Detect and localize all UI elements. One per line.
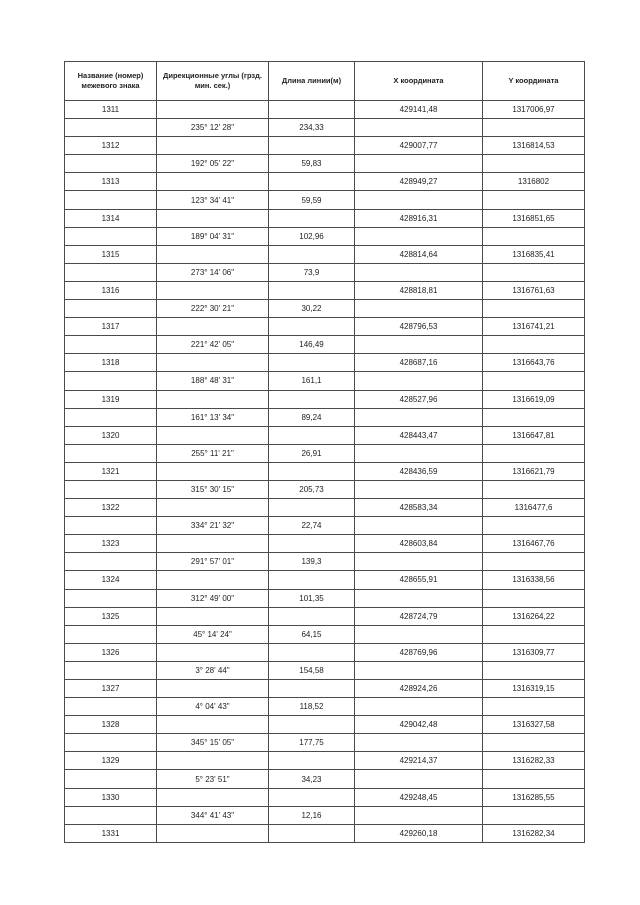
table-row [65, 734, 585, 752]
empty-cell [355, 372, 483, 390]
table-row [65, 300, 585, 318]
header-x-coordinate: X координата [355, 62, 483, 101]
empty-cell [269, 354, 355, 372]
direction-angle-cell: 189° 04' 31" [157, 227, 269, 245]
header-point-name: Название (номер) межевого знака [65, 62, 157, 101]
direction-angle-cell: 188° 48' 31" [157, 372, 269, 390]
point-name-cell: 1329 [65, 752, 157, 770]
y-coordinate-cell: 1316814,53 [483, 137, 585, 155]
x-coordinate-cell: 428436,59 [355, 462, 483, 480]
empty-cell [157, 571, 269, 589]
table-row [65, 553, 585, 571]
table-row [65, 499, 585, 517]
direction-angle-cell: 3° 28' 44" [157, 661, 269, 679]
line-length-cell: 59,83 [269, 155, 355, 173]
empty-cell [483, 553, 585, 571]
empty-cell [269, 426, 355, 444]
table-row [65, 716, 585, 734]
point-name-cell: 1324 [65, 571, 157, 589]
x-coordinate-cell: 429007,77 [355, 137, 483, 155]
empty-cell [355, 806, 483, 824]
table-header-row [65, 62, 585, 101]
y-coordinate-cell: 1316282,34 [483, 824, 585, 842]
y-coordinate-cell: 1316309,77 [483, 643, 585, 661]
empty-cell [483, 589, 585, 607]
table-row [65, 372, 585, 390]
header-direction-angle: Дирекционные углы (грзд. мин. сек.) [157, 62, 269, 101]
table-row [65, 770, 585, 788]
empty-cell [269, 571, 355, 589]
table-row [65, 680, 585, 698]
point-name-cell: 1326 [65, 643, 157, 661]
empty-cell [355, 227, 483, 245]
point-name-cell: 1316 [65, 281, 157, 299]
empty-cell [269, 680, 355, 698]
table-row [65, 101, 585, 119]
direction-angle-cell: 221° 42' 05" [157, 336, 269, 354]
empty-cell [483, 372, 585, 390]
empty-cell [65, 191, 157, 209]
direction-angle-cell: 312° 49' 00" [157, 589, 269, 607]
table-row [65, 408, 585, 426]
empty-cell [355, 336, 483, 354]
x-coordinate-cell: 428527,96 [355, 390, 483, 408]
y-coordinate-cell: 1316264,22 [483, 607, 585, 625]
empty-cell [355, 480, 483, 498]
table-row [65, 625, 585, 643]
point-name-cell: 1312 [65, 137, 157, 155]
table-row [65, 517, 585, 535]
point-name-cell: 1318 [65, 354, 157, 372]
empty-cell [483, 263, 585, 281]
x-coordinate-cell: 428916,31 [355, 209, 483, 227]
table-row [65, 480, 585, 498]
table-row [65, 698, 585, 716]
y-coordinate-cell: 1316619,09 [483, 390, 585, 408]
x-coordinate-cell: 428769,96 [355, 643, 483, 661]
direction-angle-cell: 345° 15' 05" [157, 734, 269, 752]
empty-cell [157, 173, 269, 191]
empty-cell [157, 752, 269, 770]
point-name-cell: 1328 [65, 716, 157, 734]
empty-cell [355, 119, 483, 137]
empty-cell [65, 625, 157, 643]
line-length-cell: 101,35 [269, 589, 355, 607]
empty-cell [269, 788, 355, 806]
empty-cell [269, 499, 355, 517]
table-row [65, 227, 585, 245]
empty-cell [269, 390, 355, 408]
table-row [65, 806, 585, 824]
empty-cell [355, 408, 483, 426]
table-row [65, 535, 585, 553]
empty-cell [269, 752, 355, 770]
y-coordinate-cell: 1316282,33 [483, 752, 585, 770]
empty-cell [157, 390, 269, 408]
line-length-cell: 30,22 [269, 300, 355, 318]
table-row [65, 589, 585, 607]
empty-cell [483, 806, 585, 824]
empty-cell [483, 734, 585, 752]
empty-cell [157, 462, 269, 480]
x-coordinate-cell: 428814,64 [355, 245, 483, 263]
empty-cell [65, 806, 157, 824]
x-coordinate-cell: 428924,26 [355, 680, 483, 698]
line-length-cell: 154,58 [269, 661, 355, 679]
empty-cell [355, 553, 483, 571]
x-coordinate-cell: 428818,81 [355, 281, 483, 299]
empty-cell [355, 191, 483, 209]
point-name-cell: 1325 [65, 607, 157, 625]
empty-cell [483, 625, 585, 643]
empty-cell [355, 517, 483, 535]
point-name-cell: 1320 [65, 426, 157, 444]
direction-angle-cell: 291° 57' 01" [157, 553, 269, 571]
y-coordinate-cell: 1316851,65 [483, 209, 585, 227]
x-coordinate-cell: 428687,16 [355, 354, 483, 372]
empty-cell [269, 137, 355, 155]
y-coordinate-cell: 1316621,79 [483, 462, 585, 480]
header-line-length: Длина линии(м) [269, 62, 355, 101]
table-row [65, 137, 585, 155]
empty-cell [483, 227, 585, 245]
empty-cell [157, 716, 269, 734]
empty-cell [269, 101, 355, 119]
line-length-cell: 205,73 [269, 480, 355, 498]
empty-cell [157, 535, 269, 553]
table-row [65, 318, 585, 336]
empty-cell [157, 824, 269, 842]
point-name-cell: 1311 [65, 101, 157, 119]
empty-cell [65, 155, 157, 173]
table-row [65, 173, 585, 191]
y-coordinate-cell: 1316338,56 [483, 571, 585, 589]
empty-cell [483, 480, 585, 498]
line-length-cell: 118,52 [269, 698, 355, 716]
empty-cell [65, 553, 157, 571]
y-coordinate-cell: 1317006,97 [483, 101, 585, 119]
x-coordinate-cell: 428796,53 [355, 318, 483, 336]
empty-cell [269, 318, 355, 336]
table-row [65, 661, 585, 679]
empty-cell [157, 209, 269, 227]
empty-cell [355, 734, 483, 752]
x-coordinate-cell: 428724,79 [355, 607, 483, 625]
point-name-cell: 1314 [65, 209, 157, 227]
x-coordinate-cell: 429042,48 [355, 716, 483, 734]
empty-cell [65, 734, 157, 752]
empty-cell [355, 698, 483, 716]
table-row [65, 788, 585, 806]
point-name-cell: 1323 [65, 535, 157, 553]
y-coordinate-cell: 1316477,6 [483, 499, 585, 517]
empty-cell [483, 517, 585, 535]
table-row [65, 444, 585, 462]
empty-cell [65, 480, 157, 498]
direction-angle-cell: 273° 14' 06" [157, 263, 269, 281]
empty-cell [65, 444, 157, 462]
line-length-cell: 73,9 [269, 263, 355, 281]
direction-angle-cell: 161° 13' 34" [157, 408, 269, 426]
table-row [65, 191, 585, 209]
table-row [65, 281, 585, 299]
table-row [65, 155, 585, 173]
direction-angle-cell: 235° 12' 28" [157, 119, 269, 137]
point-name-cell: 1319 [65, 390, 157, 408]
direction-angle-cell: 334° 21' 32" [157, 517, 269, 535]
y-coordinate-cell: 1316741,21 [483, 318, 585, 336]
line-length-cell: 139,3 [269, 553, 355, 571]
empty-cell [483, 698, 585, 716]
direction-angle-cell: 315° 30' 15" [157, 480, 269, 498]
point-name-cell: 1317 [65, 318, 157, 336]
direction-angle-cell: 192° 05' 22" [157, 155, 269, 173]
empty-cell [269, 245, 355, 263]
line-length-cell: 22,74 [269, 517, 355, 535]
empty-cell [269, 607, 355, 625]
empty-cell [157, 245, 269, 263]
line-length-cell: 12,16 [269, 806, 355, 824]
empty-cell [157, 426, 269, 444]
empty-cell [157, 354, 269, 372]
line-length-cell: 161,1 [269, 372, 355, 390]
table-row [65, 643, 585, 661]
empty-cell [65, 227, 157, 245]
empty-cell [65, 661, 157, 679]
x-coordinate-cell: 428583,34 [355, 499, 483, 517]
y-coordinate-cell: 1316647,81 [483, 426, 585, 444]
x-coordinate-cell: 428443,47 [355, 426, 483, 444]
x-coordinate-cell: 428949,27 [355, 173, 483, 191]
y-coordinate-cell: 1316285,55 [483, 788, 585, 806]
table-row [65, 752, 585, 770]
line-length-cell: 59,59 [269, 191, 355, 209]
empty-cell [65, 263, 157, 281]
empty-cell [65, 372, 157, 390]
empty-cell [483, 661, 585, 679]
empty-cell [157, 137, 269, 155]
table-row [65, 462, 585, 480]
empty-cell [483, 119, 585, 137]
direction-angle-cell: 123° 34' 41" [157, 191, 269, 209]
empty-cell [269, 173, 355, 191]
x-coordinate-cell: 429260,18 [355, 824, 483, 842]
y-coordinate-cell: 1316802 [483, 173, 585, 191]
empty-cell [65, 770, 157, 788]
empty-cell [157, 499, 269, 517]
empty-cell [269, 535, 355, 553]
point-name-cell: 1313 [65, 173, 157, 191]
direction-angle-cell: 344° 41' 43" [157, 806, 269, 824]
direction-angle-cell: 45° 14' 24" [157, 625, 269, 643]
direction-angle-cell: 4° 04' 43" [157, 698, 269, 716]
empty-cell [355, 300, 483, 318]
empty-cell [355, 263, 483, 281]
empty-cell [355, 155, 483, 173]
line-length-cell: 64,15 [269, 625, 355, 643]
table-row [65, 607, 585, 625]
table-row [65, 426, 585, 444]
point-name-cell: 1330 [65, 788, 157, 806]
empty-cell [483, 300, 585, 318]
empty-cell [157, 101, 269, 119]
empty-cell [483, 155, 585, 173]
table-row [65, 245, 585, 263]
x-coordinate-cell: 429248,45 [355, 788, 483, 806]
empty-cell [65, 119, 157, 137]
empty-cell [269, 462, 355, 480]
empty-cell [355, 625, 483, 643]
point-name-cell: 1322 [65, 499, 157, 517]
empty-cell [65, 517, 157, 535]
empty-cell [355, 444, 483, 462]
line-length-cell: 89,24 [269, 408, 355, 426]
table-row [65, 571, 585, 589]
empty-cell [65, 589, 157, 607]
empty-cell [483, 444, 585, 462]
table-row [65, 119, 585, 137]
empty-cell [269, 643, 355, 661]
table-row [65, 209, 585, 227]
empty-cell [157, 607, 269, 625]
y-coordinate-cell: 1316319,15 [483, 680, 585, 698]
point-name-cell: 1331 [65, 824, 157, 842]
x-coordinate-cell: 428603,84 [355, 535, 483, 553]
table-row [65, 390, 585, 408]
direction-angle-cell: 255° 11' 21" [157, 444, 269, 462]
table-row [65, 354, 585, 372]
y-coordinate-cell: 1316327,58 [483, 716, 585, 734]
x-coordinate-cell: 429141,48 [355, 101, 483, 119]
empty-cell [483, 408, 585, 426]
boundary-points-table [64, 61, 585, 843]
line-length-cell: 34,23 [269, 770, 355, 788]
empty-cell [65, 336, 157, 354]
empty-cell [483, 191, 585, 209]
y-coordinate-cell: 1316835,41 [483, 245, 585, 263]
line-length-cell: 177,75 [269, 734, 355, 752]
point-name-cell: 1327 [65, 680, 157, 698]
table-row [65, 824, 585, 842]
empty-cell [65, 698, 157, 716]
table-body [65, 101, 585, 843]
empty-cell [269, 209, 355, 227]
empty-cell [65, 408, 157, 426]
line-length-cell: 234,33 [269, 119, 355, 137]
empty-cell [355, 770, 483, 788]
line-length-cell: 102,96 [269, 227, 355, 245]
empty-cell [157, 643, 269, 661]
x-coordinate-cell: 428655,91 [355, 571, 483, 589]
table-row [65, 336, 585, 354]
empty-cell [269, 281, 355, 299]
line-length-cell: 146,49 [269, 336, 355, 354]
point-name-cell: 1321 [65, 462, 157, 480]
table-row [65, 263, 585, 281]
empty-cell [157, 281, 269, 299]
empty-cell [355, 589, 483, 607]
direction-angle-cell: 222° 30' 21" [157, 300, 269, 318]
empty-cell [157, 788, 269, 806]
direction-angle-cell: 5° 23' 51" [157, 770, 269, 788]
x-coordinate-cell: 429214,37 [355, 752, 483, 770]
header-y-coordinate: Y координата [483, 62, 585, 101]
empty-cell [65, 300, 157, 318]
y-coordinate-cell: 1316761,63 [483, 281, 585, 299]
point-name-cell: 1315 [65, 245, 157, 263]
empty-cell [483, 336, 585, 354]
y-coordinate-cell: 1316643,76 [483, 354, 585, 372]
y-coordinate-cell: 1316467,76 [483, 535, 585, 553]
line-length-cell: 26,91 [269, 444, 355, 462]
empty-cell [157, 680, 269, 698]
empty-cell [269, 824, 355, 842]
empty-cell [157, 318, 269, 336]
empty-cell [483, 770, 585, 788]
empty-cell [269, 716, 355, 734]
empty-cell [355, 661, 483, 679]
